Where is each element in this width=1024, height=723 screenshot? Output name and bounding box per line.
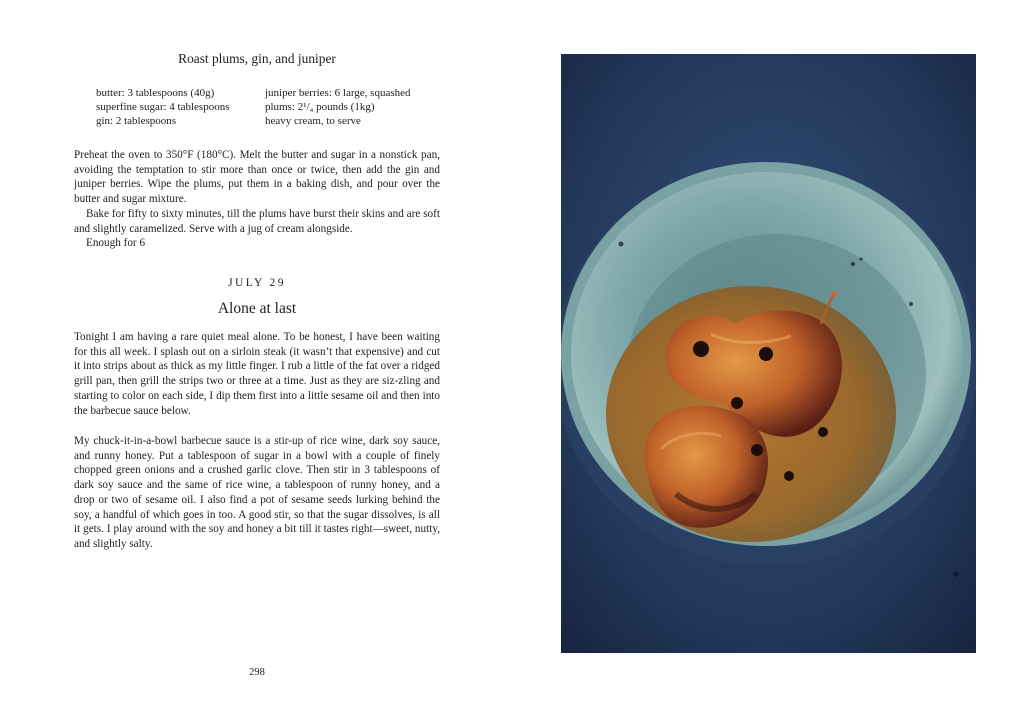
method-paragraph: Bake for fifty to sixty minutes, till the plums have burst their skins and are soft and slightly caramelized. Serve with a jug of cream alongside. bbox=[74, 207, 440, 235]
recipe-method bbox=[74, 148, 440, 251]
ingredient-column-right bbox=[265, 86, 455, 129]
ingredient-item: butter: 3 tablespoons (40g) bbox=[96, 87, 215, 99]
entry-body bbox=[74, 330, 440, 418]
plum-bowl-illustration bbox=[561, 54, 976, 653]
ingredient-item: heavy cream, to serve bbox=[265, 115, 361, 128]
entry-body bbox=[74, 434, 440, 552]
page-number: 298 bbox=[249, 667, 265, 678]
ingredient-item: gin: 2 tablespoons bbox=[96, 115, 177, 128]
ingredient-item: juniper berries: 6 large, squashed bbox=[265, 87, 411, 99]
method-paragraph: Preheat the oven to 350°F (180°C). Melt the butter and sugar in a nonstick pan, avoiding the temptation to stir more than once or twice, then add the gin and juniper berries. Wipe the plums, put them in a baking dish, and pour over the butter and sugar mixture. bbox=[74, 149, 440, 206]
recipe-title: Roast plums, gin, and juniper bbox=[178, 51, 336, 66]
entry-title: Alone at last bbox=[217, 300, 297, 317]
roast-plums-photo bbox=[561, 54, 976, 653]
entry-paragraph: My chuck-it-in-a-bowl barbecue sauce is a stir-up of rice wine, dark soy sauce, and runny honey. Put a tablespoon of sugar in a bowl with a couple of finely chopped green onions and a crushed garlic clove. Then stir in 3 tablespoons of dark soy sauce and the same of rice wine, a tablespoon of runny honey, and a drop or two of sesame oil. I also find a pot of sesame seeds lurking behind the soy, a handful of which goes in too. A good stir, so that the sugar dissolves, is all it gets. I play around with the soy and honey a bit till it tastes right—sweet, nutty, and slightly salty. bbox=[74, 435, 440, 550]
entry-paragraph: Tonight I am having a rare quiet meal alone. To be honest, I have been waiting for this all week. I splash out on a sirloin steak (it wasn’t that expensive) and cut it into strips about as thick as my little finger. I rub a little of the fat over a ridged grill pan, then grill the strips two or three at a time. Just as they are siz-zling and starting to color on each side, I dip them first into a little sesame oil and then into the barbecue sauce below. bbox=[74, 331, 440, 417]
ingredient-item: plums: 2¹/₄ pounds (1kg) bbox=[265, 101, 375, 114]
ingredient-column-left bbox=[96, 86, 264, 129]
entry-date: JULY 29 bbox=[228, 277, 286, 289]
ingredient-item: superfine sugar: 4 tablespoons bbox=[96, 101, 230, 114]
recipe-yield: Enough for 6 bbox=[86, 237, 146, 250]
